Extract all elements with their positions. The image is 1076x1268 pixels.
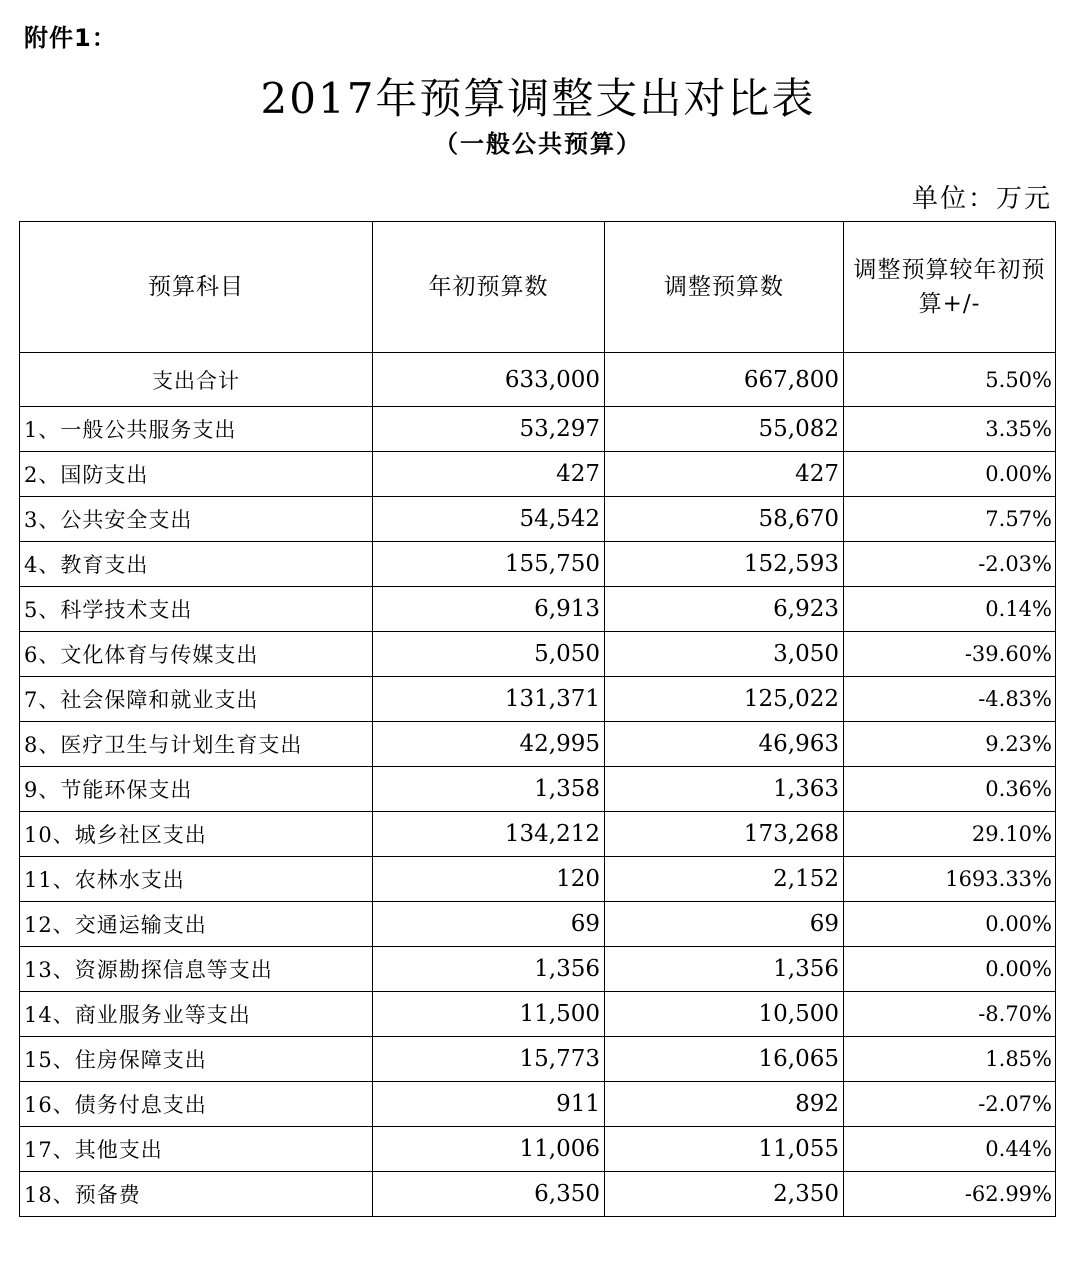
row-change: 29.10% bbox=[844, 812, 1056, 857]
row-change: 0.00% bbox=[844, 947, 1056, 992]
row-adjusted-budget: 6,923 bbox=[605, 587, 844, 632]
row-initial-budget: 5,050 bbox=[373, 632, 605, 677]
row-initial-budget: 54,542 bbox=[373, 497, 605, 542]
row-initial-budget: 53,297 bbox=[373, 407, 605, 452]
row-adjusted-budget: 152,593 bbox=[605, 542, 844, 587]
row-adjusted-budget: 16,065 bbox=[605, 1037, 844, 1082]
row-adjusted-budget: 69 bbox=[605, 902, 844, 947]
row-adjusted-budget: 3,050 bbox=[605, 632, 844, 677]
table-row bbox=[20, 902, 1056, 947]
table-header-row bbox=[20, 222, 1056, 353]
row-initial-budget: 427 bbox=[373, 452, 605, 497]
row-adjusted-budget: 11,055 bbox=[605, 1127, 844, 1172]
page-subtitle: （一般公共预算） bbox=[434, 130, 642, 158]
row-adjusted-budget: 892 bbox=[605, 1082, 844, 1127]
row-initial-budget: 6,350 bbox=[373, 1172, 605, 1217]
table-row bbox=[20, 677, 1056, 722]
row-name: 8、医疗卫生与计划生育支出 bbox=[20, 722, 373, 767]
table-row bbox=[20, 632, 1056, 677]
table-row bbox=[20, 722, 1056, 767]
row-change: 0.44% bbox=[844, 1127, 1056, 1172]
total-adjusted: 667,800 bbox=[605, 353, 844, 407]
row-adjusted-budget: 46,963 bbox=[605, 722, 844, 767]
row-name: 9、节能环保支出 bbox=[20, 767, 373, 812]
row-name: 15、住房保障支出 bbox=[20, 1037, 373, 1082]
row-change: 1693.33% bbox=[844, 857, 1056, 902]
table-body bbox=[20, 353, 1056, 1217]
row-name: 18、预备费 bbox=[20, 1172, 373, 1217]
page-title: 2017年预算调整支出对比表 bbox=[260, 74, 816, 123]
table-row bbox=[20, 542, 1056, 587]
row-adjusted-budget: 10,500 bbox=[605, 992, 844, 1037]
table-row bbox=[20, 1127, 1056, 1172]
row-name: 7、社会保障和就业支出 bbox=[20, 677, 373, 722]
row-initial-budget: 1,356 bbox=[373, 947, 605, 992]
row-initial-budget: 1,358 bbox=[373, 767, 605, 812]
row-name: 12、交通运输支出 bbox=[20, 902, 373, 947]
row-change: 0.14% bbox=[844, 587, 1056, 632]
row-change: -62.99% bbox=[844, 1172, 1056, 1217]
row-change: 3.35% bbox=[844, 407, 1056, 452]
row-adjusted-budget: 125,022 bbox=[605, 677, 844, 722]
row-change: -8.70% bbox=[844, 992, 1056, 1037]
header-change: 调整预算较年初预算+/- bbox=[844, 222, 1056, 353]
row-adjusted-budget: 427 bbox=[605, 452, 844, 497]
row-adjusted-budget: 58,670 bbox=[605, 497, 844, 542]
table-row bbox=[20, 1172, 1056, 1217]
row-change: 0.00% bbox=[844, 902, 1056, 947]
row-change: 0.00% bbox=[844, 452, 1056, 497]
row-change: -2.03% bbox=[844, 542, 1056, 587]
row-name: 6、文化体育与传媒支出 bbox=[20, 632, 373, 677]
row-initial-budget: 911 bbox=[373, 1082, 605, 1127]
table-row bbox=[20, 1082, 1056, 1127]
row-name: 5、科学技术支出 bbox=[20, 587, 373, 632]
table-row bbox=[20, 812, 1056, 857]
row-name: 17、其他支出 bbox=[20, 1127, 373, 1172]
row-change: 1.85% bbox=[844, 1037, 1056, 1082]
table-row bbox=[20, 857, 1056, 902]
row-adjusted-budget: 2,350 bbox=[605, 1172, 844, 1217]
row-name: 3、公共安全支出 bbox=[20, 497, 373, 542]
total-name: 支出合计 bbox=[20, 353, 373, 407]
row-adjusted-budget: 55,082 bbox=[605, 407, 844, 452]
row-initial-budget: 6,913 bbox=[373, 587, 605, 632]
table-row bbox=[20, 992, 1056, 1037]
row-initial-budget: 15,773 bbox=[373, 1037, 605, 1082]
table-row bbox=[20, 587, 1056, 632]
total-row bbox=[20, 353, 1056, 407]
row-initial-budget: 11,006 bbox=[373, 1127, 605, 1172]
row-adjusted-budget: 1,363 bbox=[605, 767, 844, 812]
row-initial-budget: 155,750 bbox=[373, 542, 605, 587]
row-initial-budget: 69 bbox=[373, 902, 605, 947]
row-initial-budget: 131,371 bbox=[373, 677, 605, 722]
header-initial-budget: 年初预算数 bbox=[373, 222, 605, 353]
table-row bbox=[20, 1037, 1056, 1082]
row-name: 11、农林水支出 bbox=[20, 857, 373, 902]
row-name: 10、城乡社区支出 bbox=[20, 812, 373, 857]
row-change: -39.60% bbox=[844, 632, 1056, 677]
table-row bbox=[20, 407, 1056, 452]
row-adjusted-budget: 2,152 bbox=[605, 857, 844, 902]
unit-label: 单位：万元 bbox=[911, 184, 1052, 214]
total-change: 5.50% bbox=[844, 353, 1056, 407]
table-row bbox=[20, 947, 1056, 992]
row-name: 1、一般公共服务支出 bbox=[20, 407, 373, 452]
attachment-label: 附件1： bbox=[24, 24, 117, 52]
row-initial-budget: 134,212 bbox=[373, 812, 605, 857]
row-change: 0.36% bbox=[844, 767, 1056, 812]
table-row bbox=[20, 497, 1056, 542]
table-row bbox=[20, 767, 1056, 812]
row-name: 16、债务付息支出 bbox=[20, 1082, 373, 1127]
row-change: 9.23% bbox=[844, 722, 1056, 767]
row-name: 13、资源勘探信息等支出 bbox=[20, 947, 373, 992]
row-initial-budget: 120 bbox=[373, 857, 605, 902]
row-change: -2.07% bbox=[844, 1082, 1056, 1127]
total-initial: 633,000 bbox=[373, 353, 605, 407]
row-name: 14、商业服务业等支出 bbox=[20, 992, 373, 1037]
row-change: 7.57% bbox=[844, 497, 1056, 542]
budget-comparison-table bbox=[19, 221, 1056, 1217]
table-row bbox=[20, 452, 1056, 497]
row-name: 4、教育支出 bbox=[20, 542, 373, 587]
row-adjusted-budget: 173,268 bbox=[605, 812, 844, 857]
header-budget-item: 预算科目 bbox=[20, 222, 373, 353]
row-adjusted-budget: 1,356 bbox=[605, 947, 844, 992]
header-adjusted-budget: 调整预算数 bbox=[605, 222, 844, 353]
row-initial-budget: 11,500 bbox=[373, 992, 605, 1037]
row-change: -4.83% bbox=[844, 677, 1056, 722]
row-name: 2、国防支出 bbox=[20, 452, 373, 497]
row-initial-budget: 42,995 bbox=[373, 722, 605, 767]
